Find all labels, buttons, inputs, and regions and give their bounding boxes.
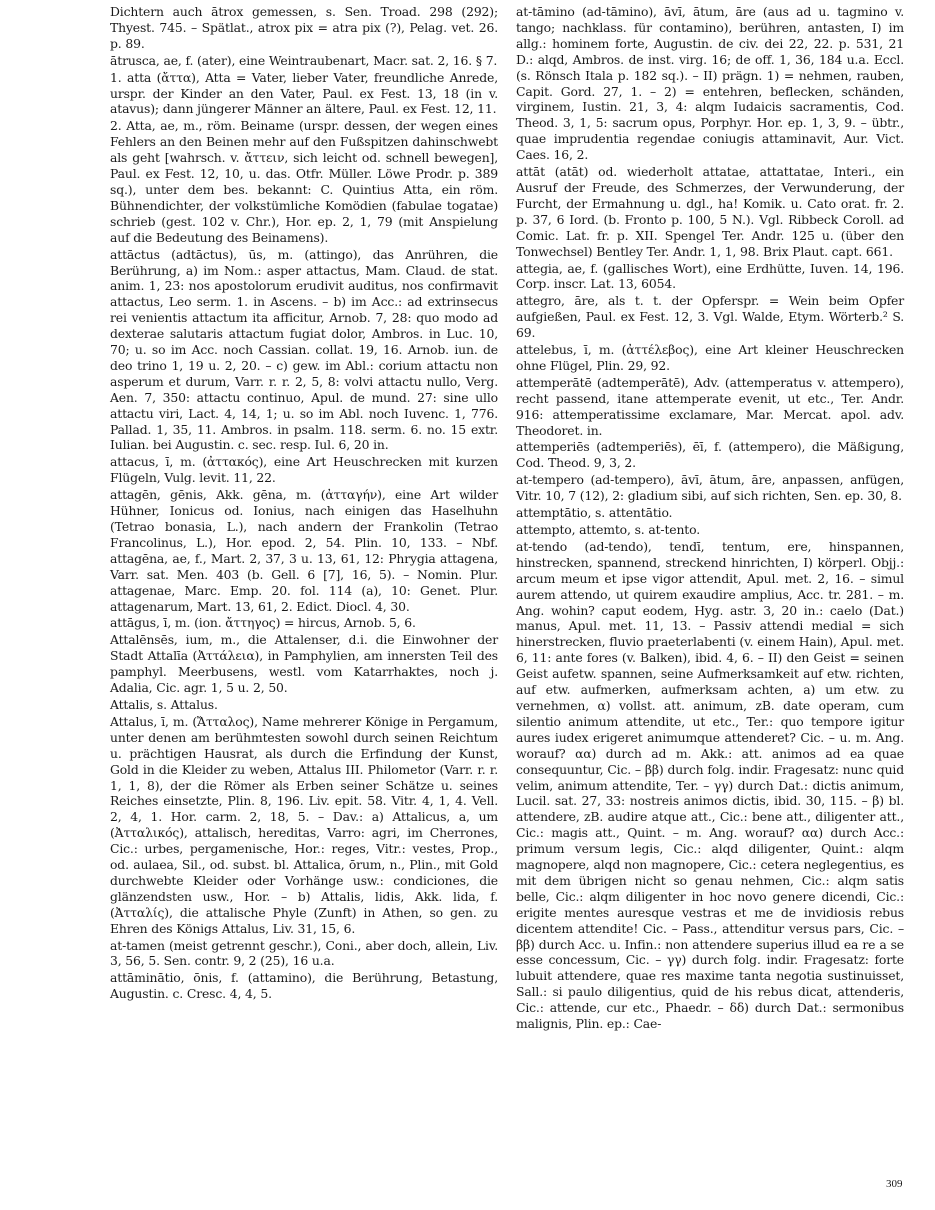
dictionary-entry: attegro, āre, als t. t. der Opferspr. = Wein beim Opfer aufgießen, Paul. ex Fest. 12, 3. Vgl. Walde, Etym. Wörterb.² S. 69. xyxy=(516,293,904,341)
dictionary-entry: at-tempero (ad-tempero), āvī, ātum, āre, anpassen, anfügen, Vitr. 10, 7 (12), 2: gladium sibi, auf sich richten, Sen. ep. 30, 8. xyxy=(516,472,904,504)
dictionary-entry: ātrusca, ae, f. (ater), eine Weintraubenart, Macr. sat. 2, 16. § 7. xyxy=(110,52,498,68)
dictionary-entry: attāctus (adtāctus), ūs, m. (attingo), das Anrühren, die Berührung, a) im Nom.: asper attactus, Mam. Claud. de stat. anim. 1, 23: nos apostolorum erudivit auditus, nos confirmavit attactus, Leo serm. 1. in Ascens. – b) im Acc.: ad extrinsecus rei venientis attactum ita afficitur, Arnob. 7, 28: quo modo ad dexterae salutaris attactum fugiat dolor, Ambros. in Luc. 10, 70; u. so im Acc. noch Cassian. collat. 19, 16. Arnob. iun. de deo trino 1, 19 u. 2, 20. – c) gew. im Abl.: corium attactu non asperum et durum, Varr. r. r. 2, 5, 8: volvi attactu nullo, Verg. Aen. 7, 350: attactu continuo, Apul. de mund. 27: sine ullo attactu viri, Lact. 4, 14, 1; u. so im Abl. noch Iuvenc. 1, 776. Pallad. 1, 35, 11. Ambros. in psalm. 118. serm. 6. no. 15 extr. Iulian. bei Augustin. c. sec. resp. Iul. 6, 20 in. xyxy=(110,246,498,453)
dictionary-entry: Attalus, ī, m. (Ἄτταλος), Name mehrerer Könige in Pergamum, unter denen am berühmtesten sowohl durch seinen Reichtum u. prächtigen Hausrat, als durch die Erfindung der Kunst, Gold in die Kleider zu weben, Attalus III. Philometor (Varr. r. r. 1, 1, 8), der die Römer als Erben seiner Schätze u. seines Reiches einsetzte, Plin. 8, 196. Liv. epit. 58. Vitr. 4, 1, 4. Vell. 2, 4, 1. Hor. carm. 2, 18, 5. – Dav.: a) Attalicus, a, um (Ἀτταλικός), attalisch, hereditas, Varro: agri, im Cherrones, Cic.: urbes, pergamenische, Hor.: reges, Vitr.: vestes, Prop., od. aulaea, Sil., od. subst. bl. Attalica, ōrum, n., Plin., mit Gold durchwebte Kleider oder Vorhänge usw.: condiciones, die glänzendsten usw., Hor. – b) Attalis, lidis, Akk. lida, f. (Ἀτταλίς), die attalische Phyle (Zunft) in Athen, so gen. zu Ehren des Königs Attalus, Liv. 31, 15, 6. xyxy=(110,713,498,936)
dictionary-entry: attacus, ī, m. (ἀττακός), eine Art Heuschrecken mit kurzen Flügeln, Vulg. levit. 11, 22. xyxy=(110,454,498,486)
right-column xyxy=(516,4,904,1033)
dictionary-entry: Dichtern auch ātrox gemessen, s. Sen. Troad. 298 (292); Thyest. 745. – Spätlat., atrox pix = atra pix (?), Pelag. vet. 26. p. 89. xyxy=(110,4,498,51)
dictionary-entry: attegia, ae, f. (gallisches Wort), eine Erdhütte, Iuven. 14, 196. Corp. inscr. Lat. 13, 6054. xyxy=(516,260,904,292)
dictionary-entry: attemperātē (adtemperātē), Adv. (attemperatus v. attempero), recht passend, itane attemperate evenit, ut etc., Ter. Andr. 916: attemperatissime exclamare, Mar. Mercat. apol. adv. Theodoret. in. xyxy=(516,374,904,438)
dictionary-entry: attāt (atāt) od. wiederholt attatae, attattatae, Interi., ein Ausruf der Freude, des Schmerzes, der Verwunderung, der Furcht, der Ermahnung u. dgl., ha! Komik. u. Cato orat. fr. 2. p. 37, 6 Iord. (b. Fronto p. 100, 5 N.). Vgl. Ribbeck Coroll. ad Comic. Lat. fr. p. XII. Spengel Ter. Andr. 125 u. (über den Tonwechsel) Bentley Ter. Andr. 1, 1, 98. Brix Plaut. capt. 661. xyxy=(516,164,904,259)
dictionary-entry: attemptātio, s. attentātio. xyxy=(516,505,673,521)
dictionary-entry: 2. Atta, ae, m., röm. Beiname (urspr. dessen, der wegen eines Fehlers an den Beinen mehr auf den Fußspitzen dahinschwebt als geht [wahrsch. v. ἄττειν, sich leicht od. schnell bewegen], Paul. ex Fest. 12, 10, u. das. Otfr. Müller. Löwe Prodr. p. 389 sq.), unter dem bes. bekannt: C. Quintius Atta, ein röm. Bühnendichter, der volkstümliche Komödien (fabulae togatae) schrieb (gest. 102 v. Chr.), Hor. ep. 2, 1, 79 (mit Anspielung auf die Bedeutung des Beinamens). xyxy=(110,118,498,245)
dictionary-entry: attemperiēs (adtemperiēs), ēī, f. (attempero), die Mäßigung, Cod. Theod. 9, 3, 2. xyxy=(516,439,904,471)
dictionary-entry: 1. atta (ἄττα), Atta = Vater, lieber Vater, freundliche Anrede, urspr. der Kinder an den Vater, Paul. ex Fest. 13, 18 (in v. atavus); dann jüngerer Männer an ältere, Paul. ex Fest. 12, 11. xyxy=(110,69,498,117)
dictionary-entry: attāgus, ī, m. (ion. ἄττηγος) = hircus, Arnob. 5, 6. xyxy=(110,615,416,631)
dictionary-entry: at-tamen (meist getrennt geschr.), Coni., aber doch, allein, Liv. 3, 56, 5. Sen. contr. 9, 2 (25), 16 u.a. xyxy=(110,937,498,969)
dictionary-entry: attagēn, gēnis, Akk. gēna, m. (ἀτταγήν), eine Art wilder Hühner, Ionicus od. Ionius, nach einigen das Haselhuhn (Tetrao bonasia, L.), nach andern der Frankolin (Tetrao Francolinus, L.), Hor. epod. 2, 54. Plin. 10, 133. – Nbf. attagēna, ae, f., Mart. 2, 37, 3 u. 13, 61, 12: Phrygia attagena, Varr. sat. Men. 403 (b. Gell. 6 [7], 16, 5). – Nomin. Plur. attagenae, Marc. Emp. 20. fol. 114 (a), 10: Genet. Plur. attagenarum, Mart. 13, 61, 2. Edict. Diocl. 4, 30. xyxy=(110,487,498,614)
dictionary-entry: attāminātio, ōnis, f. (attamino), die Berührung, Betastung, Augustin. c. Cresc. 4, 4, 5. xyxy=(110,970,498,1002)
left-column xyxy=(110,4,498,1003)
dictionary-entry: attempto, attemto, s. at-tento. xyxy=(516,522,701,537)
dictionary-entry: Attalis, s. Attalus. xyxy=(110,696,218,712)
page-number: 309 xyxy=(886,1178,903,1190)
dictionary-entry: at-tendo (ad-tendo), tendī, tentum, ere, hinspannen, hinstrecken, spannend, streckend hinrichten, I) körperl. Objj.: arcum meum et ipse vigor attendit, Apul. met. 2, 16. – simul aurem attendo, ut quirem exaudire amplius, Acc. tr. 281. – m. Ang. wohin? caput eodem, Hyg. astr. 3, 20 in.: caelo (Dat.) manus, Apul. met. 11, 13. – Passiv attendi medial = sich hinerstrecken, fluvio praeterlabenti (v. einem Hain), Apul. met. 6, 11: ante fores (v. Balken), ibid. 4, 6. – II) den Geist = seinen Geist aufetw. spannen, seine Aufmerksamkeit auf etw. richten, auf etw. aufmerken, aufmerksam achten, a) um etw. zu vernehmen, α) vollst. att. animum, zB. date operam, cum silentio animum attendite, ut etc., Ter.: quo tempore igitur aures iudex erigeret animumque attenderet? Cic. – u. m. Ang. worauf? αα) durch ad m. Akk.: att. animos ad ea quae consequuntur, Cic. – ββ) durch folg. indir. Fragesatz: nunc quid velim, animum attendite, Ter. – γγ) durch Dat.: dictis animum, Lucil. sat. 27, 33: nostreis animos dictis, ibid. 30, 115. – β) bl. attendere, zB. audire atque att., Cic.: bene att., diligenter att., Cic.: magis att., Quint. – m. Ang. worauf? αα) durch Acc.: primum versum legis, Cic.: alqd diligenter, Quint.: alqm magnopere, alqd non magnopere, Cic.: cetera neglegentius, es mit dem übrigen nicht so genau nehmen, Cic.: alqm satis belle, Cic.: alqm diligenter in hoc novo genere dicendi, Cic.: erigite mentes auresque vestras et me de invidiosis rebus dicentem attendite! Cic. – Pass., attenditur versus pars, Cic. – ββ) durch Acc. u. Infin.: non attendere superius illud ea re a se esse concessum, Cic. – γγ) durch folg. indir. Fragesatz: forte lubuit attendere, quae res maxime tanta negotia sustinuisset, Sall.: si paulo diligentius, quid de his rebus dicat, attenderis, Cic.: attende, cur etc., Phaedr. – δδ) durch Dat.: sermonibus malignis, Plin. ep.: Cae- xyxy=(516,538,904,1032)
dictionary-entry: at-tāmino (ad-tāmino), āvī, ātum, āre (aus ad u. tagmino v. tango; nachklass. für contamino), berühren, antasten, I) im allg.: hominem forte, Augustin. de civ. dei 22, 22. p. 531, 21 D.: alqd, Ambros. de inst. virg. 16; de off. 1, 36, 184 u.a. Eccl. (s. Rönsch Itala p. 182 sq.). – II) prägn. 1) = nehmen, rauben, Capit. Gord. 27, 1. – 2) = entehren, beflecken, schänden, virginem, Iustin. 21, 3, 4: alqm Iudaicis sacramentis, Cod. Theod. 3, 1, 5: sacrum opus, Porphyr. Hor. ep. 1, 3, 9. – übtr., quae imprudentia regendae coniugis attaminavit, Aur. Vict. Caes. 16, 2. xyxy=(516,4,904,163)
dictionary-entry: Attalēnsēs, ium, m., die Attalenser, d.i. die Einwohner der Stadt Attalīa (Ἀττάλεια), in Pamphylien, am innersten Teil des pamphyl. Meerbusens, westl. vom Katarrhaktes, noch j. Adalia, Cic. agr. 1, 5 u. 2, 50. xyxy=(110,632,498,696)
dictionary-entry: attelebus, ī, m. (ἀττέλεβος), eine Art kleiner Heuschrecken ohne Flügel, Plin. 29, 92. xyxy=(516,342,904,373)
